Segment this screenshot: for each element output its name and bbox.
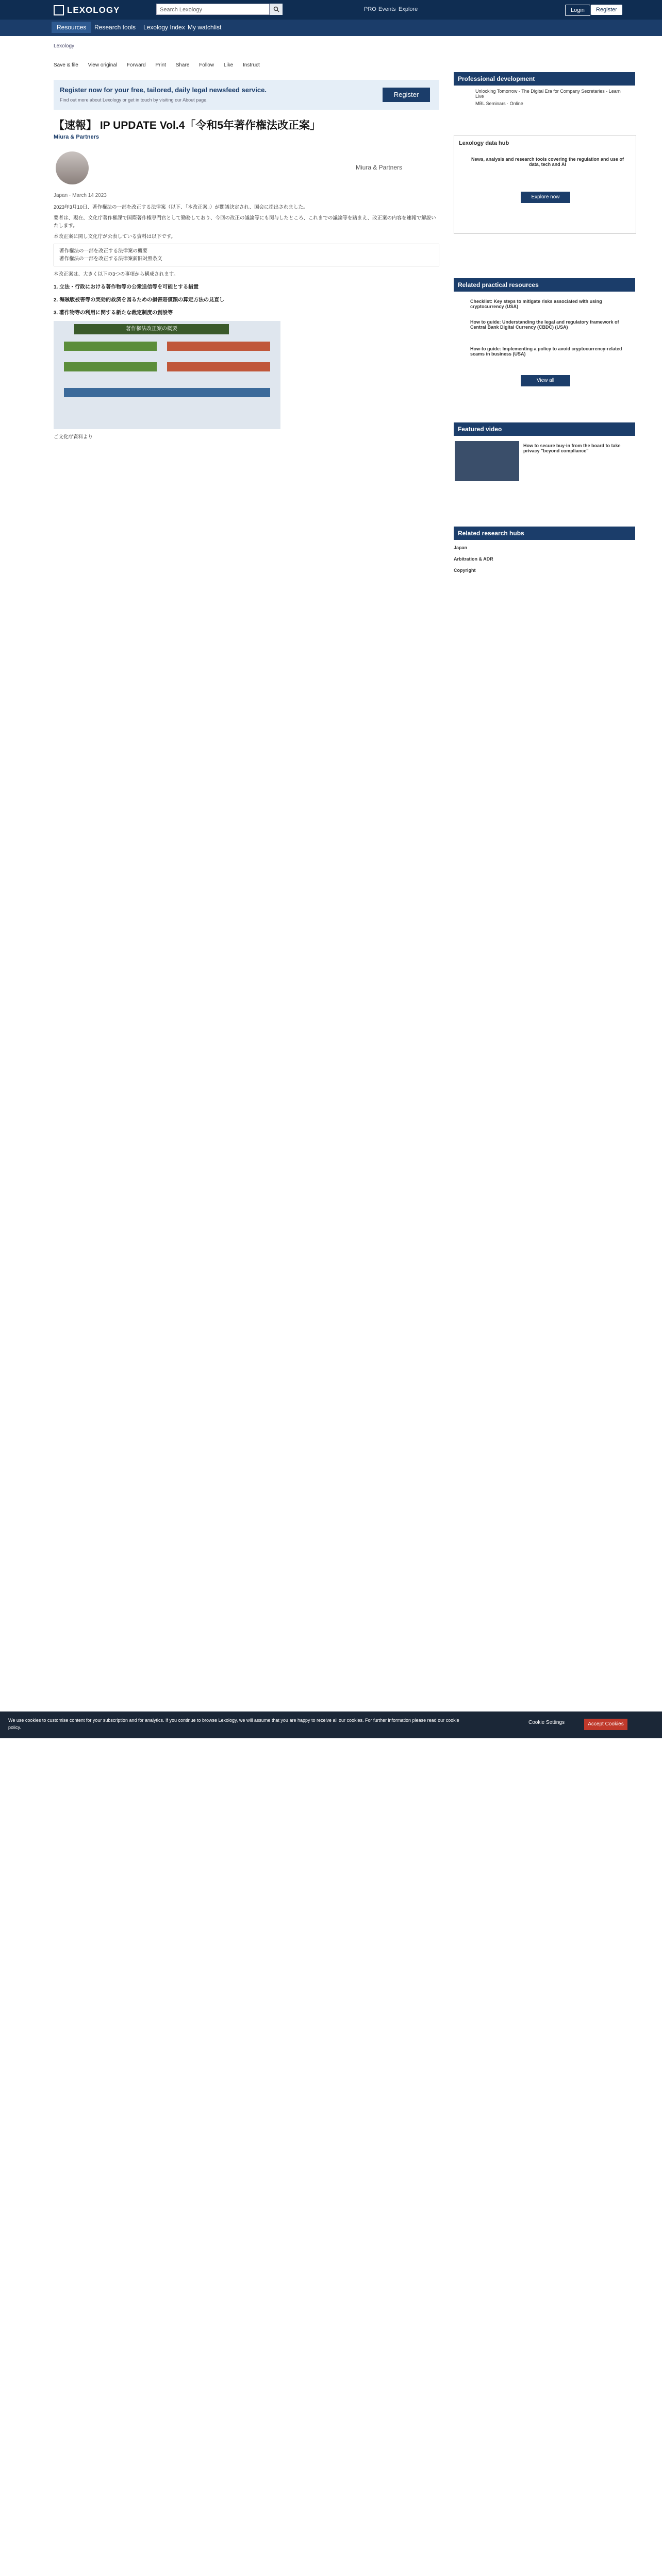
practical-item[interactable]: How-to guide: Implementing a policy to avoid cryptocurrency-related scams in business (USA)	[470, 346, 622, 357]
view-all-button[interactable]: View all	[521, 375, 570, 386]
search-icon[interactable]	[270, 4, 283, 15]
resource-link[interactable]: 著作権法の一部を改正する法律案の概要	[59, 248, 148, 254]
follow-button[interactable]: Follow	[199, 62, 214, 68]
research-hub-link[interactable]: Arbitration & ADR	[454, 556, 493, 562]
research-hub-link[interactable]: Japan	[454, 545, 468, 550]
breadcrumb[interactable]: Lexology	[54, 43, 75, 49]
banner-subtitle: Find out more about Lexology or get in touch by visiting our About page.	[60, 97, 208, 103]
firm-logo: Miura & Partners	[356, 164, 403, 171]
figure-box	[167, 342, 270, 351]
top-bar	[0, 0, 662, 20]
resource-link[interactable]: 著作権法の一部を改正する法律案新旧対照条文	[59, 256, 162, 262]
practical-item[interactable]: Checklist: Key steps to mitigate risks associated with using cryptocurrency (USA)	[470, 299, 602, 309]
forward-button[interactable]: Forward	[126, 62, 146, 68]
register-banner	[54, 80, 439, 110]
instruct-button[interactable]: Instruct	[243, 62, 260, 68]
section-heading: 3. 著作物等の利用に関する新たな裁定制度の創設等	[54, 310, 173, 316]
professional-dev-heading: Professional development	[454, 72, 635, 86]
figure-box	[64, 362, 157, 371]
data-hub-text: News, analysis and research tools covering the regulation and use of data, tech and AI	[471, 157, 624, 167]
article-body	[54, 204, 439, 444]
section-heading: 2. 海賊版被害等の実効的救済を図るための損害賠償額の算定方法の見直し	[54, 297, 225, 303]
figure-caption[interactable]: ご文化庁資料より	[54, 434, 93, 440]
article-meta: Japan · March 14 2023	[54, 193, 107, 198]
figure-title: 著作権法改正案の概要	[74, 324, 229, 334]
cookie-banner	[0, 1711, 662, 1738]
events-link[interactable]: Events	[378, 6, 396, 12]
data-hub-heading: Lexology data hub	[459, 140, 509, 146]
banner-register-button[interactable]: Register	[383, 88, 430, 102]
login-button[interactable]: Login	[565, 5, 590, 16]
paragraph: 本改正案は、大きく以下の3つの事項から構成されます。	[54, 272, 179, 277]
data-hub-card	[454, 135, 636, 234]
paragraph: 要者は、現在、文化庁著作権課で国際著作権専門官として勤務しており、今回の改正の議論等にも関与したところ、これまでの議論等を踏まえ、改正案の内容を速報で解説いたします。	[54, 215, 436, 229]
logo-mark-icon	[54, 5, 64, 15]
view-original-button[interactable]: View original	[88, 62, 118, 68]
practical-item[interactable]: How to guide: Understanding the legal and regulatory framework of Central Bank Digital Currency (CBDC) (USA)	[470, 319, 619, 330]
save-file-button[interactable]: Save & file	[54, 62, 78, 68]
research-hub-link[interactable]: Copyright	[454, 568, 476, 573]
figure-box	[64, 388, 270, 397]
nav-research-tools[interactable]: Research tools	[94, 24, 136, 31]
search-input[interactable]: Search Lexology	[156, 4, 270, 15]
research-hubs-heading: Related research hubs	[454, 527, 635, 540]
pd-meta: MBL Seminars · Online	[475, 101, 523, 106]
explore-now-button[interactable]: Explore now	[521, 192, 570, 203]
resource-links	[54, 244, 439, 266]
overview-figure	[54, 321, 280, 429]
section-heading: 1. 立法・行政における著作物等の公衆送信等を可能とする措置	[54, 284, 199, 290]
nav-watchlist[interactable]: My watchlist	[188, 24, 222, 31]
share-button[interactable]: Share	[175, 62, 190, 68]
paragraph: 本改正案に関し文化庁が公表している資料は以下です。	[54, 234, 176, 240]
author-avatar	[56, 151, 89, 184]
article-title: 【速報】 IP UPDATE Vol.4「令和5年著作権法改正案」	[54, 120, 321, 131]
print-button[interactable]: Print	[155, 62, 166, 68]
register-button[interactable]: Register	[591, 5, 622, 15]
author-firm[interactable]: Miura & Partners	[54, 134, 100, 140]
accept-cookies-button[interactable]: Accept Cookies	[584, 1719, 627, 1730]
practical-resources-heading: Related practical resources	[454, 278, 635, 292]
main-nav	[0, 20, 662, 36]
banner-title: Register now for your free, tailored, daily legal newsfeed service.	[60, 86, 267, 94]
article-toolbar	[54, 62, 268, 68]
lexology-logo[interactable]: LEXOLOGY	[54, 5, 120, 15]
pd-item[interactable]: Unlocking Tomorrow - The Digital Era for Company Secretaries - Learn Live	[475, 89, 621, 99]
cookie-text: We use cookies to customise content for your subscription and for analytics. If you continue to browse Lexology, we will assume that you are happy to receive all our cookies. For further information please read our cookie policy.	[8, 1718, 459, 1730]
figure-box	[167, 362, 270, 371]
video-thumbnail[interactable]	[455, 441, 519, 481]
like-button[interactable]: Like	[223, 62, 234, 68]
cookie-settings-link[interactable]: Cookie Settings	[528, 1720, 565, 1725]
nav-lexology-index[interactable]: Lexology Index	[143, 24, 185, 31]
figure-box	[64, 342, 157, 351]
featured-video-heading: Featured video	[454, 422, 635, 436]
nav-resources[interactable]: Resources	[52, 22, 91, 33]
explore-link[interactable]: Explore	[399, 6, 418, 12]
paragraph: 2023年3月10日、著作権法の一部を改正する法律案（以下、「本改正案」）が閣議決定され、国会に提出されました。	[54, 205, 308, 210]
pro-link[interactable]: PRO	[364, 6, 376, 12]
video-title[interactable]: How to secure buy-in from the board to take privacy "beyond compliance"	[523, 443, 621, 453]
